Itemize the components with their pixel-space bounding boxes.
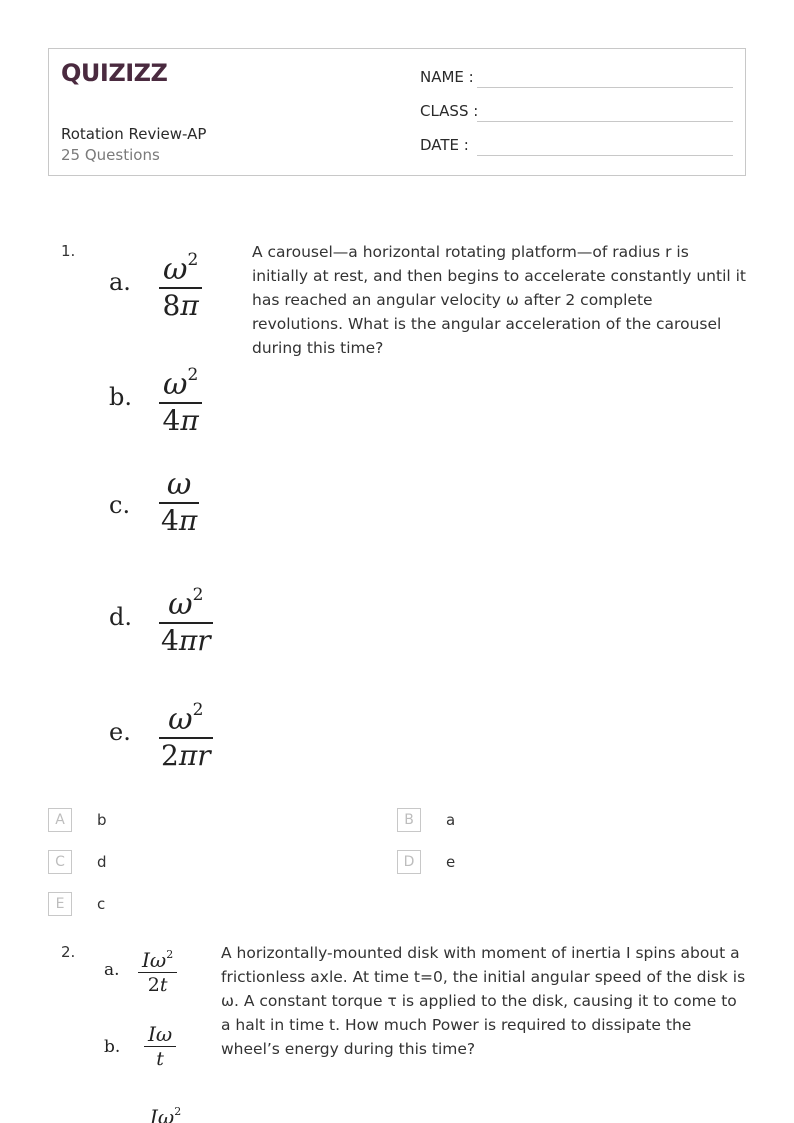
date-line bbox=[477, 155, 733, 156]
name-line bbox=[477, 87, 733, 88]
answer-choice-e[interactable] bbox=[48, 892, 106, 916]
choice-text: e bbox=[446, 853, 456, 871]
option-letter: a. bbox=[104, 960, 120, 980]
answer-choice-d[interactable] bbox=[397, 850, 456, 874]
choice-text: d bbox=[97, 853, 107, 871]
fraction: ω 4π bbox=[161, 467, 198, 537]
fraction: $I\omega^2$ 2t bbox=[138, 943, 177, 997]
class-label: CLASS : bbox=[420, 102, 479, 120]
option-letter: a. bbox=[109, 268, 131, 296]
choice-text: b bbox=[97, 811, 107, 829]
answer-choice-b[interactable] bbox=[397, 808, 456, 832]
fraction: $\omega^2$ 2πr bbox=[161, 700, 211, 772]
choice-key: E bbox=[48, 892, 72, 916]
option-letter: d. bbox=[109, 603, 132, 631]
fraction: $\omega^2$ 4π bbox=[159, 358, 202, 438]
option-letter: e. bbox=[109, 718, 131, 746]
worksheet-title: Rotation Review-AP bbox=[61, 125, 207, 143]
answer-choice-c[interactable] bbox=[48, 850, 107, 874]
quizizz-logo: QUIZIZZ bbox=[61, 59, 168, 87]
question-text: A carousel—a horizontal rotating platform—of radius r is initially at rest, and then begins to accelerate constantly until it has reached an angular velocity ω after 2 complete revolutions. What is the angular acceleration of the carousel during this time? bbox=[252, 243, 746, 357]
choice-key: A bbox=[48, 808, 72, 832]
choice-key: B bbox=[397, 808, 421, 832]
choice-key: D bbox=[397, 850, 421, 874]
fraction: $I\omega^2$ bbox=[150, 1105, 182, 1123]
fraction: $\omega^2$ 4πr bbox=[161, 585, 211, 657]
option-letter: c. bbox=[109, 491, 131, 519]
answer-choice-a[interactable] bbox=[48, 808, 107, 832]
date-field[interactable] bbox=[420, 136, 469, 154]
choice-text: a bbox=[446, 811, 456, 829]
question-text: A horizontally-mounted disk with moment of inertia I spins about a frictionless axle. At time t=0, the initial angular speed of the disk is ω. A constant torque τ is applied to the disk, causing it to come to a halt in time t. How much Power is required to dissipate the wheel’s energy during this time? bbox=[221, 944, 746, 1058]
option-letter: b. bbox=[104, 1037, 121, 1057]
choice-key: C bbox=[48, 850, 72, 874]
worksheet-header bbox=[48, 48, 746, 176]
question-count: 25 Questions bbox=[61, 146, 160, 164]
question-number: 1. bbox=[61, 242, 76, 260]
fraction: $\omega^2$ 8π bbox=[159, 243, 202, 323]
choice-text: c bbox=[97, 895, 106, 913]
name-label: NAME : bbox=[420, 68, 474, 86]
name-field[interactable] bbox=[420, 68, 474, 86]
option-letter: b. bbox=[109, 383, 132, 411]
class-field[interactable] bbox=[420, 102, 478, 120]
fraction: Iω t bbox=[144, 1022, 176, 1071]
date-label: DATE : bbox=[420, 136, 469, 154]
question-number: 2. bbox=[61, 943, 76, 961]
class-line bbox=[477, 121, 733, 122]
